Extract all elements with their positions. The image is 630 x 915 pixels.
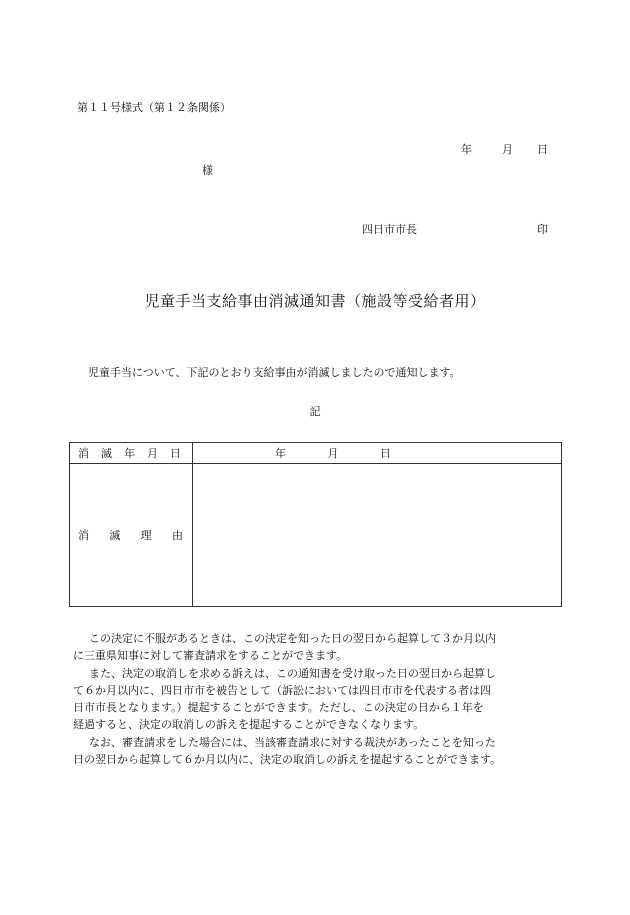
info-table: [69, 442, 562, 607]
notice-line: 日市市長となります。）提起することができます。ただし、この決定の日から１年を: [73, 701, 484, 715]
date-label-char: 日: [170, 447, 184, 460]
header-date-month: 月: [502, 143, 513, 156]
date-label-char: 年: [124, 447, 138, 460]
date-value-year: 年: [275, 447, 286, 460]
notice-line: この決定に不服があるときは、この決定を知った日の翌日から起算して３か月以内: [89, 632, 496, 645]
document-title: 児童手当支給事由消滅通知書（施設等受給者用）: [144, 292, 486, 310]
reason-value-cell[interactable]: [193, 464, 562, 607]
reason-row: [70, 464, 562, 607]
reason-label-char: 消: [78, 529, 90, 542]
reason-label-char: 滅: [109, 529, 122, 542]
reason-label-char: 由: [171, 529, 184, 542]
form-number: 第１１号様式（第１２条関係）: [77, 101, 231, 114]
notice-paragraphs: [73, 630, 577, 768]
issuer-name: 四日市市長: [362, 223, 417, 236]
date-label-cell: [70, 443, 193, 464]
date-value-month: 月: [327, 447, 339, 460]
notice-line: て６か月以内に、四日市市を被告として（訴訟においては四日市市を代表する者は四: [73, 683, 491, 697]
date-value-day: 日: [380, 447, 391, 460]
seal-mark: 印: [537, 223, 548, 236]
ki-heading: 記: [309, 405, 321, 418]
date-label-char: 消: [78, 447, 92, 460]
notice-line: に三重県知事に対して審査請求をすることができます。: [73, 649, 348, 663]
header-date-year: 年: [461, 143, 472, 156]
date-value-cell[interactable]: [193, 443, 562, 464]
notice-line: 日の翌日から起算して６か月以内に、決定の取消しの訴えを提起することができます。: [73, 753, 502, 767]
date-label-char: 月: [147, 447, 161, 460]
notice-line: なお、審査請求をした場合には、当該審査請求に対する裁決があったことを知った: [89, 735, 496, 749]
reason-label-char: 理: [140, 529, 153, 542]
addressee-suffix: 様: [202, 164, 213, 177]
header-date-day: 日: [537, 143, 548, 156]
date-row: [70, 443, 562, 464]
intro-text: 児童手当について、下記のとおり支給事由が消滅しましたので通知します。: [88, 366, 461, 379]
notice-line: 経過すると、決定の取消しの訴えを提起することができなくなります。: [73, 718, 425, 732]
reason-label-cell: [70, 464, 193, 607]
notice-line: また、決定の取消しを求める訴えは、この通知書を受け取った日の翌日から起算し: [89, 666, 496, 680]
date-label-char: 滅: [101, 447, 115, 460]
